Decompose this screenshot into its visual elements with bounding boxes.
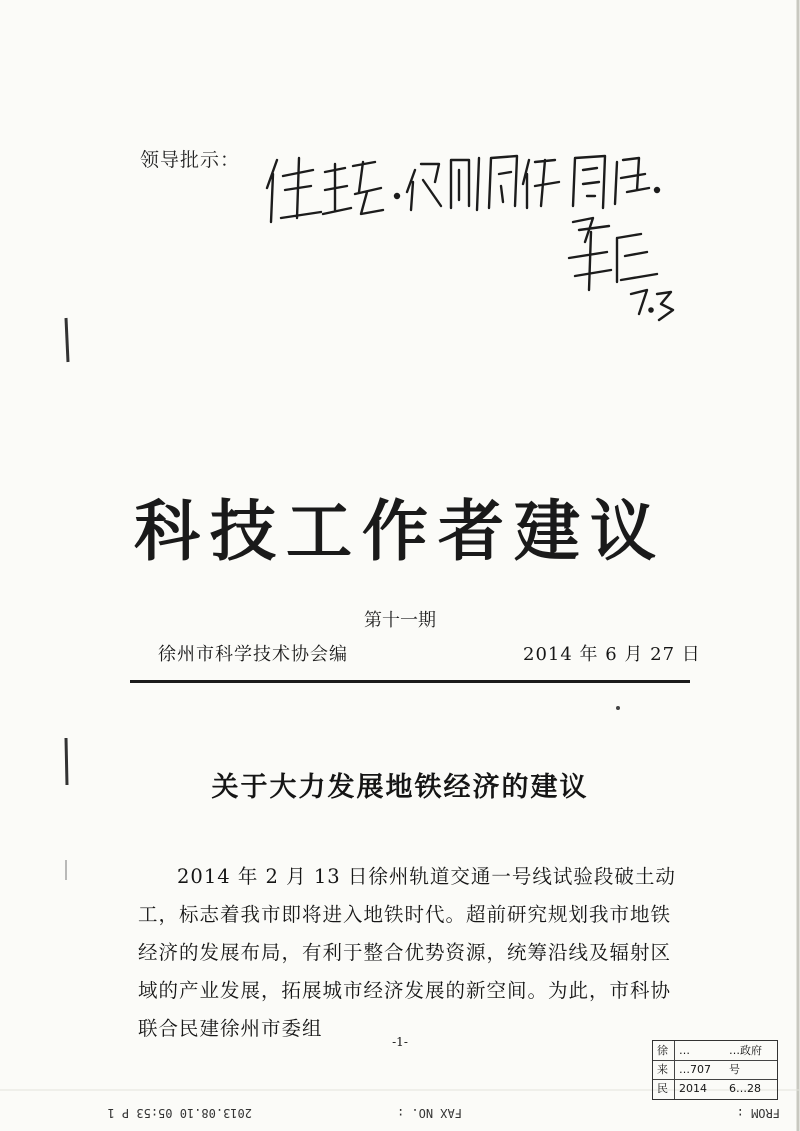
receipt-stamp: [652, 1040, 778, 1100]
publication-date: 2014 年 6 月 27 日: [523, 644, 701, 665]
fax-number: FAX NO. :: [396, 1106, 462, 1120]
handwriting-signature: [255, 130, 695, 330]
fax-datetime: 2013.08.10 05:53 P 1: [107, 1106, 252, 1120]
stamp-cell: 徐: [657, 1044, 668, 1057]
stamp-row: [653, 1079, 777, 1098]
stamp-cell: …政府: [729, 1044, 762, 1057]
article-paragraph: 2014 年 2 月 13 日徐州轨道交通一号线试验段破土动工，标志着我市即将进入地铁时代。超前研究规划我市地铁经济的发展布局，有利于整合优势资源，统筹沿线及辐射区域的产业发展，拓展城市经济发展的新空间。为此，市科协联合民建徐州市委组: [138, 865, 676, 1040]
header-rule: [130, 680, 690, 683]
bulletin-masthead: 科技工作者建议: [134, 492, 666, 570]
issue-number: 第十一期: [364, 610, 436, 631]
leader-instruction-label: 领导批示：: [140, 149, 241, 171]
stamp-cell: …: [679, 1044, 690, 1057]
stamp-cell: 号: [729, 1063, 740, 1076]
stamp-cell: 来: [657, 1063, 668, 1076]
article-body: [138, 858, 690, 1048]
publisher: 徐州市科学技术协会编: [158, 644, 348, 665]
stamp-cell: 民: [657, 1082, 668, 1095]
stamp-row: [653, 1041, 777, 1060]
page-number: -1-: [392, 1035, 408, 1049]
stamp-cell: 6…28: [729, 1082, 761, 1095]
stamp-row: [653, 1060, 777, 1079]
stamp-cell: …707: [679, 1063, 711, 1076]
fax-footer: [0, 1100, 800, 1120]
fax-from: FROM :: [736, 1106, 780, 1120]
article-title: 关于大力发展地铁经济的建议: [211, 772, 589, 803]
handwritten-instruction: [255, 130, 695, 330]
stamp-cell: 2014: [679, 1082, 707, 1095]
